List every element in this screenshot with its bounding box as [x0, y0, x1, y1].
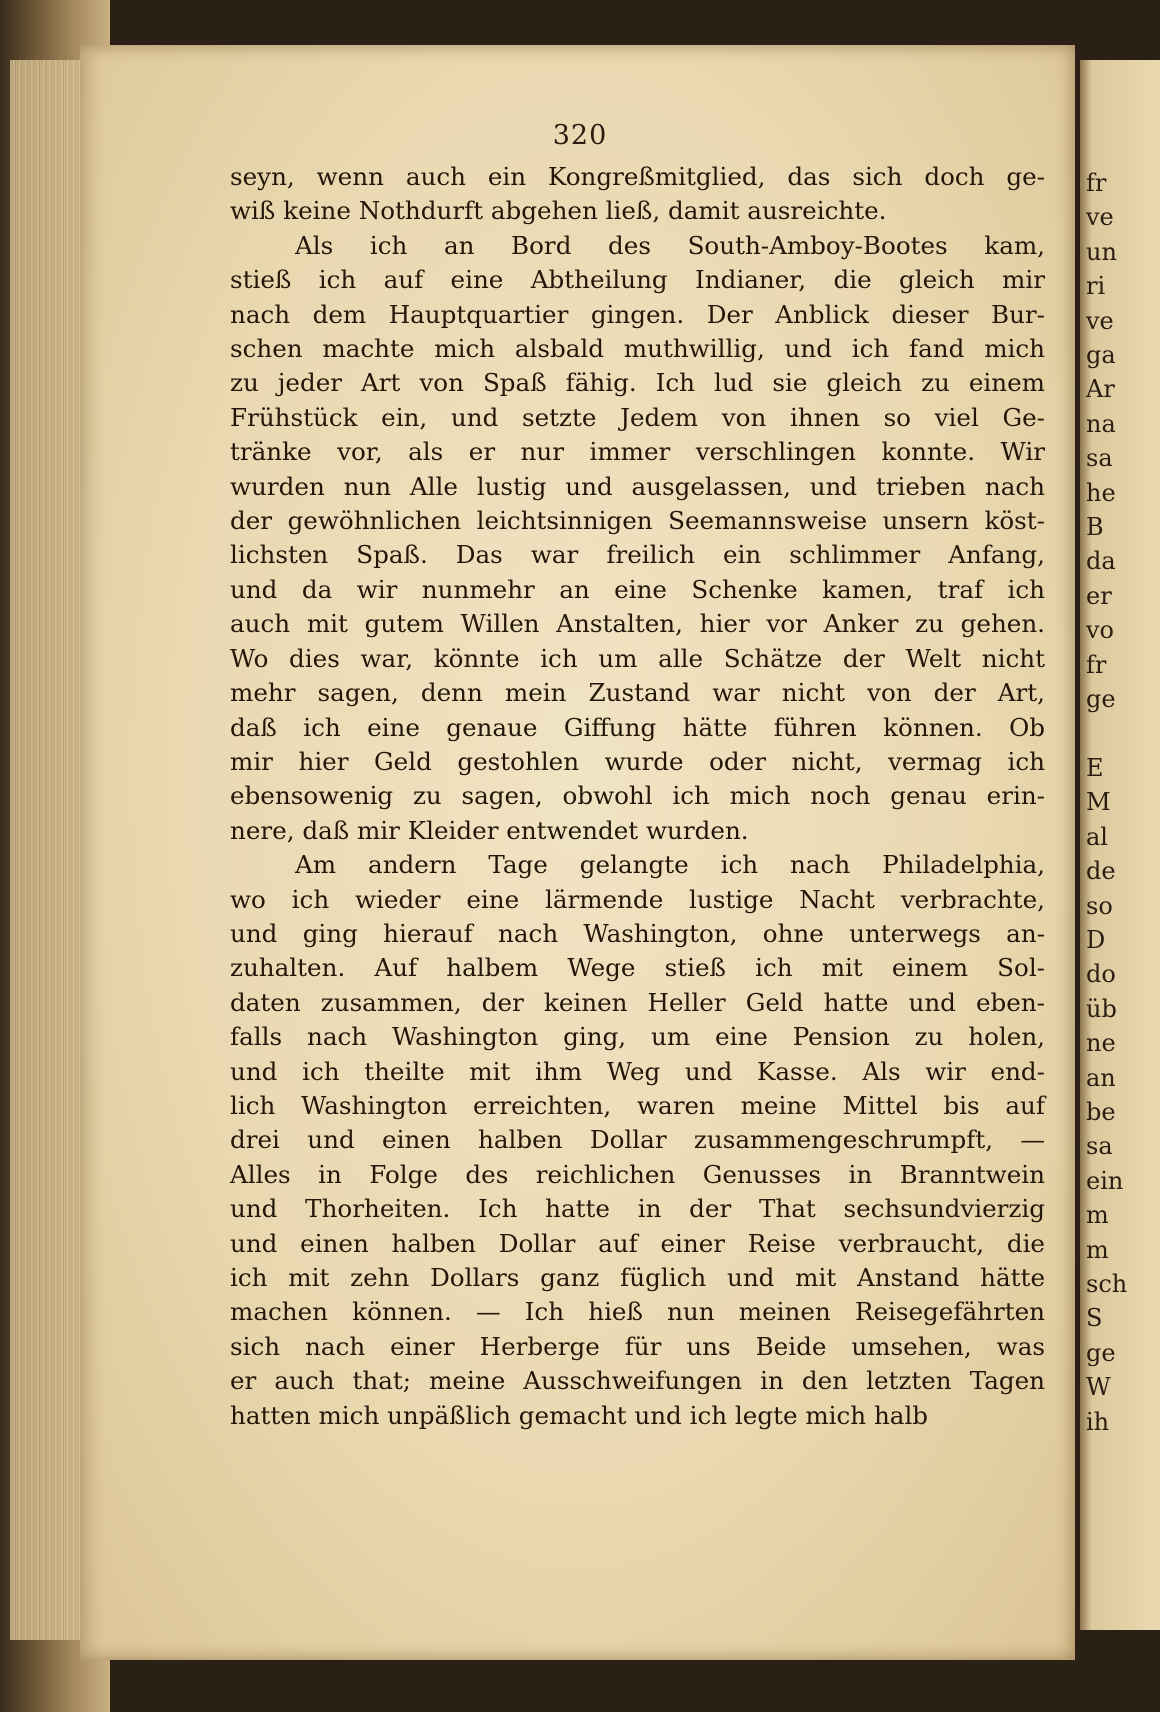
text-line: Frühstück ein, und setzte Jedem von ihnen so viel Ge-	[230, 402, 1045, 432]
text-line: auch mit gutem Willen Anstalten, hier vor Anker zu gehen.	[230, 609, 1045, 639]
text-line: seyn, wenn auch ein Kongreßmitglied, das sich doch ge-	[230, 162, 1045, 191]
text-line: wo ich wieder eine lärmende lustige Nacht verbrachte,	[230, 884, 1045, 914]
page-edges	[10, 60, 90, 1640]
text-line: Wo dies war, könnte ich um alle Schätze der Welt nicht	[230, 643, 1045, 673]
text-line: und ging hierauf nach Washington, ohne unterwegs an-	[230, 918, 1045, 948]
text-line: Alles in Folge des reichlichen Genusses in Branntwein	[230, 1159, 1045, 1189]
text-line: und einen halben Dollar auf einer Reise verbraucht, die	[230, 1228, 1045, 1258]
text-line: er auch that; meine Ausschweifungen in den letzten Tagen	[230, 1366, 1045, 1396]
text-line: und ich theilte mit ihm Weg und Kasse. Als wir end-	[230, 1056, 1045, 1086]
text-line: sich nach einer Herberge für uns Beide umsehen, was	[230, 1331, 1045, 1361]
text-line: ebensowenig zu sagen, obwohl ich mich noch genau erin-	[230, 781, 1045, 811]
facing-page-fragments: fr ve un ri ve ga Ar na sa he B da er vo fr ge E M al de so D do üb ne an be sa ein m m sch S ge W ih	[1086, 169, 1128, 1436]
body-text	[230, 160, 1045, 1433]
text-line: wiß keine Nothdurft abgehen ließ, damit ausreichte.	[230, 196, 887, 226]
text-line: der gewöhnlichen leichtsinnigen Seemannsweise unsern köst-	[230, 506, 1045, 536]
text-line: und da wir nunmehr an eine Schenke kamen, traf ich	[230, 574, 1045, 604]
text-line: tränke vor, als er nur immer verschlingen konnte. Wir	[230, 437, 1045, 467]
text-line: machen können. — Ich hieß nun meinen Reisegefährten	[230, 1297, 1045, 1327]
text-line: hatten mich unpäßlich gemacht und ich legte mich halb	[230, 1400, 929, 1430]
text-line: daß ich eine genaue Giffung hätte führen können. Ob	[230, 712, 1045, 742]
text-line: zuhalten. Auf halbem Wege stieß ich mit einem Sol-	[230, 953, 1045, 983]
text-line: drei und einen halben Dollar zusammengeschrumpft, —	[230, 1125, 1045, 1155]
text-line: und Thorheiten. Ich hatte in der That sechsundvierzig	[230, 1194, 1045, 1224]
text-line: ich mit zehn Dollars ganz füglich und mit Anstand hätte	[230, 1263, 1045, 1292]
text-line: wurden nun Alle lustig und ausgelassen, und trieben nach	[230, 471, 1045, 501]
text-line: daten zusammen, der keinen Heller Geld hatte und eben-	[230, 987, 1045, 1017]
text-line: Als ich an Bord des South-Amboy-Bootes kam,	[295, 230, 1045, 260]
text-line: falls nach Washington ging, um eine Pension zu holen,	[230, 1022, 1045, 1052]
text-line: lichsten Spaß. Das war freilich ein schlimmer Anfang,	[230, 540, 1045, 570]
text-line: mehr sagen, denn mein Zustand war nicht von der Art,	[230, 678, 1045, 708]
text-line: stieß ich auf eine Abtheilung Indianer, die gleich mir	[230, 265, 1045, 295]
text-line: nach dem Hauptquartier gingen. Der Anblick dieser Bur-	[230, 299, 1045, 329]
text-line: nere, daß mir Kleider entwendet wurden.	[230, 815, 749, 845]
page-number: 320	[552, 120, 608, 151]
text-line: schen machte mich alsbald muthwillig, und ich fand mich	[230, 334, 1045, 364]
text-line: mir hier Geld gestohlen wurde oder nicht, vermag ich	[230, 746, 1045, 776]
text-line: Am andern Tage gelangte ich nach Philadelphia,	[295, 850, 1045, 880]
text-line: zu jeder Art von Spaß fähig. Ich lud sie gleich zu einem	[230, 368, 1045, 398]
text-line: lich Washington erreichten, waren meine Mittel bis auf	[230, 1090, 1045, 1120]
